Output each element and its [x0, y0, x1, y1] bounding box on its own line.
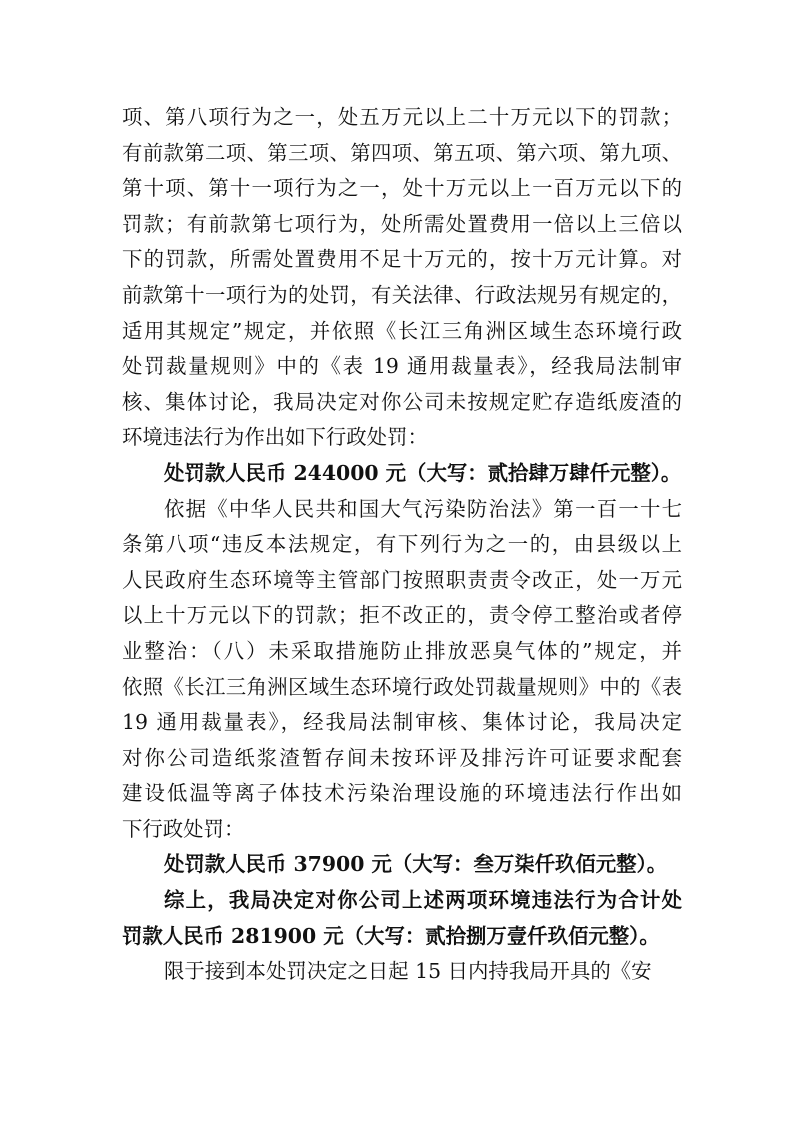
- body-line: 有前款第二项、第三项、第四项、第五项、第六项、第九项、: [122, 140, 682, 165]
- body-line: 限于接到本处罚决定之日起 15 日内持我局开具的《安: [164, 959, 652, 984]
- body-line: 以上十万元以下的罚款；拒不改正的，责令停工整治或者停: [122, 603, 682, 628]
- summary-line: 综上，我局决定对你公司上述两项环境违法行为合计处: [164, 888, 682, 913]
- body-line: 项、第八项行为之一，处五万元以上二十万元以下的罚款；: [122, 105, 682, 129]
- body-line: 下的罚款，所需处置费用不足十万元的，按十万元计算。对: [122, 247, 682, 272]
- body-line: 环境违法行为作出如下行政处罚：: [122, 425, 428, 450]
- body-line: 处罚裁量规则》中的《表 19 通用裁量表》，经我局法制审: [122, 354, 682, 379]
- body-line: 依据《中华人民共和国大气污染防治法》第一百一十七: [164, 496, 682, 521]
- body-line: 下行政处罚：: [122, 816, 245, 841]
- body-line: 19 通用裁量表》，经我局法制审核、集体讨论，我局决定: [122, 710, 682, 735]
- penalty-line-2: 处罚款人民币 37900 元（大写：叁万柒仟玖佰元整）。: [164, 852, 668, 877]
- penalty-line-1: 处罚款人民币 244000 元（大写：贰拾肆万肆仟元整）。: [164, 460, 682, 485]
- body-line: 核、集体讨论，我局决定对你公司未按规定贮存造纸废渣的: [122, 389, 682, 414]
- body-line: 第十项、第十一项行为之一，处十万元以上一百万元以下的: [122, 176, 682, 201]
- body-line: 罚款；有前款第七项行为，处所需处置费用一倍以上三倍以: [122, 211, 682, 236]
- body-line: 依照《长江三角洲区域生态环境行政处罚裁量规则》中的《表: [122, 674, 682, 699]
- body-line: 建设低温等离子体技术污染治理设施的环境违法行作出如: [122, 781, 682, 806]
- body-line: 适用其规定”规定，并依照《长江三角洲区域生态环境行政: [122, 318, 682, 343]
- summary-line: 罚款人民币 281900 元（大写：贰拾捌万壹仟玖佰元整）。: [122, 923, 660, 948]
- body-line: 人民政府生态环境等主管部门按照职责责令改正，处一万元: [122, 567, 682, 592]
- body-line: 对你公司造纸浆渣暂存间未按环评及排污许可证要求配套: [122, 745, 682, 770]
- body-line: 条第八项“违反本法规定，有下列行为之一的，由县级以上: [122, 532, 682, 557]
- body-line: 前款第十一项行为的处罚，有关法律、行政法规另有规定的，: [122, 282, 682, 307]
- document-body: [122, 100, 682, 990]
- body-line: 业整治：（八）未采取措施防止排放恶臭气体的”规定，并: [122, 638, 682, 663]
